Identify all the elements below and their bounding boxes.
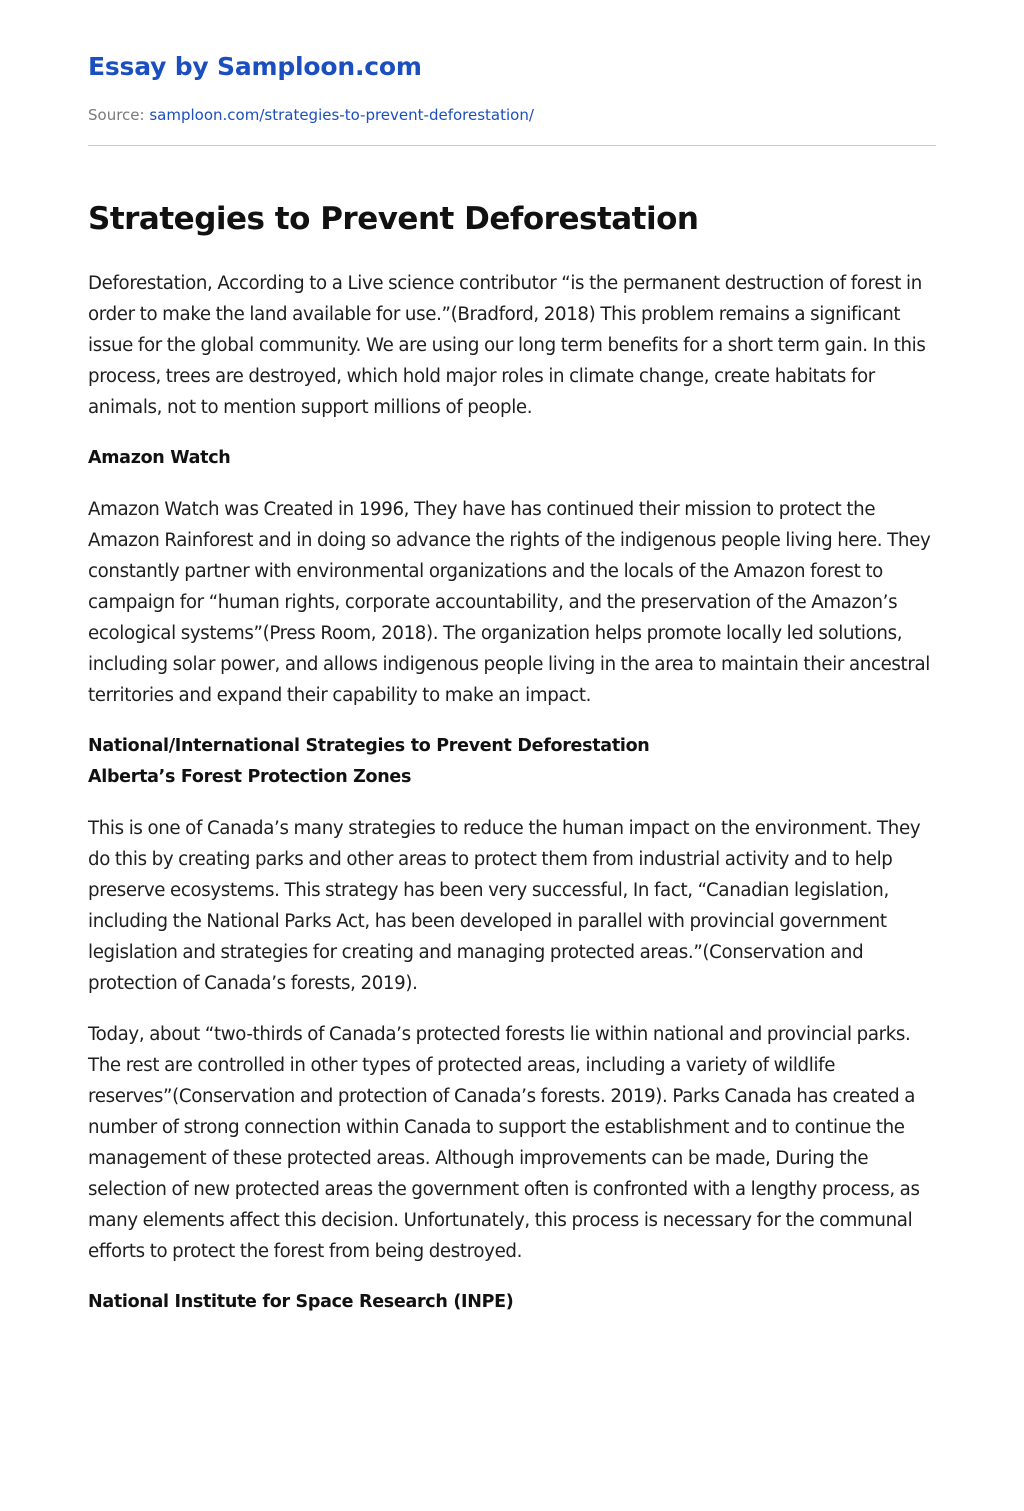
page-title: Strategies to Prevent Deforestation	[88, 201, 699, 237]
section-heading-national-strategies: National/International Strategies to Prevent Deforestation	[88, 736, 650, 756]
article-body	[88, 268, 940, 1338]
site-brand[interactable]: Essay by Samploon.com	[88, 52, 422, 81]
source-label: Source:	[88, 106, 145, 124]
section-heading-amazon-watch: Amazon Watch	[88, 448, 231, 468]
section-heading-alberta-zones: Alberta’s Forest Protection Zones	[88, 767, 412, 787]
header-divider	[88, 145, 936, 146]
section-heading-inpe: National Institute for Space Research (INPE)	[88, 1292, 514, 1312]
paragraph-amazon-watch: Amazon Watch was Created in 1996, They have has continued their mission to protect the Amazon Rainforest and in doing so advance the rights of the indigenous people living here. They constantly partner with environmental organizations and the locals of the Amazon forest to campaign for “human rights, corporate accountability, and the preservation of the Amazon’s ecological systems”(Press Room, 2018). The organization helps promote locally led solutions, including solar power, and allows indigenous people living in the area to maintain their ancestral territories and expand their capability to make an impact.	[88, 499, 931, 706]
source-line	[88, 106, 534, 124]
section-heading-strategies	[88, 731, 940, 793]
source-link[interactable]: samploon.com/strategies-to-prevent-deforestation/	[149, 106, 534, 124]
paragraph-intro: Deforestation, According to a Live science contributor “is the permanent destruction of forest in order to make the land available for use.”(Bradford, 2018) This problem remains a significant issue for the global community. We are using our long term benefits for a short term gain. In this process, trees are destroyed, which hold major roles in climate change, create habitats for animals, not to mention support millions of people.	[88, 273, 926, 418]
paragraph-protected-forests: Today, about “two-thirds of Canada’s protected forests lie within national and provincial parks. The rest are controlled in other types of protected areas, including a variety of wildlife reserves”(Conservation and protection of Canada’s forests. 2019). Parks Canada has created a number of strong connection within Canada to support the establishment and to continue the management of these protected areas. Although improvements can be made, During the selection of new protected areas the government often is confronted with a lengthy process, as many elements affect this decision. Unfortunately, this process is necessary for the communal efforts to protect the forest from being destroyed.	[88, 1024, 920, 1262]
paragraph-alberta: This is one of Canada’s many strategies to reduce the human impact on the environment. They do this by creating parks and other areas to protect them from industrial activity and to help preserve ecosystems. This strategy has been very successful, In fact, “Canadian legislation, including the National Parks Act, has been developed in parallel with provincial government legislation and strategies for creating and managing protected areas.”(Conservation and protection of Canada’s forests, 2019).	[88, 818, 921, 994]
